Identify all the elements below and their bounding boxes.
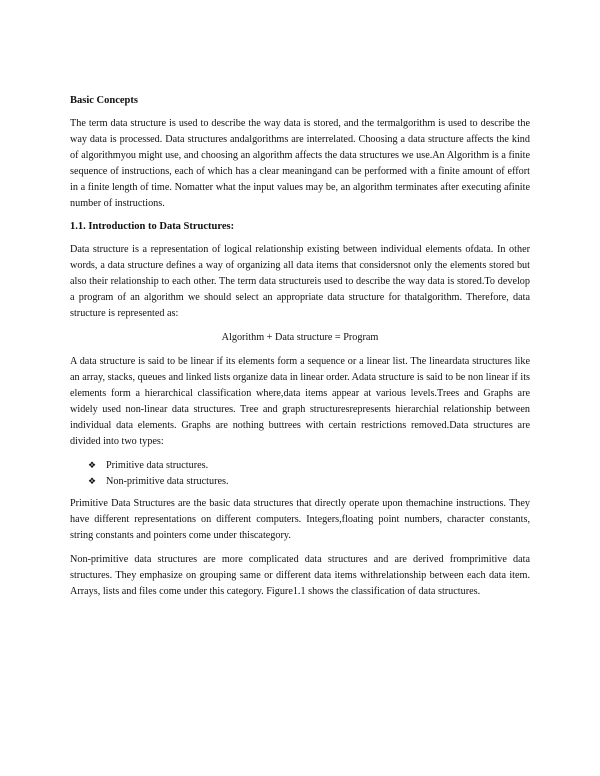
section-heading: 1.1. Introduction to Data Structures: (70, 221, 235, 232)
document-page (70, 94, 530, 608)
list-item-label: Non-primitive data structures. (106, 476, 229, 487)
list-item (88, 474, 530, 490)
linear-nonlinear-paragraph: A data structure is said to be linear if its elements form a sequence or a linear list. The lineardata structures like an array, stacks, queues and linked lists organize data in linear order. Adata structure is said to be non linear if its elements form a hierarchical classification where,data items appear at various levels.Trees and Graphs are widely used non-linear data structures. Tree and graph structuresrepresents hierarchial relationship between individual data elements. Graphs are nothing buttrees with certain restrictions removed.Data structures are divided into two types: (70, 356, 530, 447)
diamond-bullet-icon: ❖ (88, 461, 97, 471)
formula-line: Algorithm + Data structure = Program (221, 332, 379, 343)
list-item (88, 458, 530, 474)
intro-paragraph: The term data structure is used to describe the way data is stored, and the termalgorithm is used to describe the way data is processed. Data structures andalgorithms are interrelated. Choosing a data structure affects the kind of algorithmyou might use, and choosing an algorithm affects the data structures we use.An Algorithm is a finite sequence of instructions, each of which has a clear meaningand can be performed with a finite amount of effort in a finite length of time. Nomatter what the input values may be, an algorithm terminates after executing afinite number of instructions. (70, 118, 530, 209)
definition-paragraph: Data structure is a representation of logical relationship existing between individual elements ofdata. In other words, a data structure defines a way of organizing all data items that considersnot only the elements stored but also their relationship to each other. The term data structureis used to describe the way data is stored.To develop a program of an algorithm we should select an appropriate data structure for thatalgorithm. Therefore, data structure is represented as: (70, 244, 530, 319)
non-primitive-paragraph: Non-primitive data structures are more complicated data structures and are derived fromprimitive data structures. They emphasize on grouping same or different data items withrelationship between each data item. Arrays, lists and files come under this category. Figure1.1 shows the classification of data structures. (70, 554, 530, 597)
page-title: Basic Concepts (70, 95, 138, 106)
primitive-paragraph: Primitive Data Structures are the basic data structures that directly operate upon themachine instructions. They have different representations on different computers. Integers,floating point numbers, character constants, string constants and pointers come under thiscategory. (70, 498, 530, 541)
diamond-bullet-icon: ❖ (88, 477, 97, 487)
list-item-label: Primitive data structures. (106, 460, 209, 471)
types-list (70, 458, 530, 490)
